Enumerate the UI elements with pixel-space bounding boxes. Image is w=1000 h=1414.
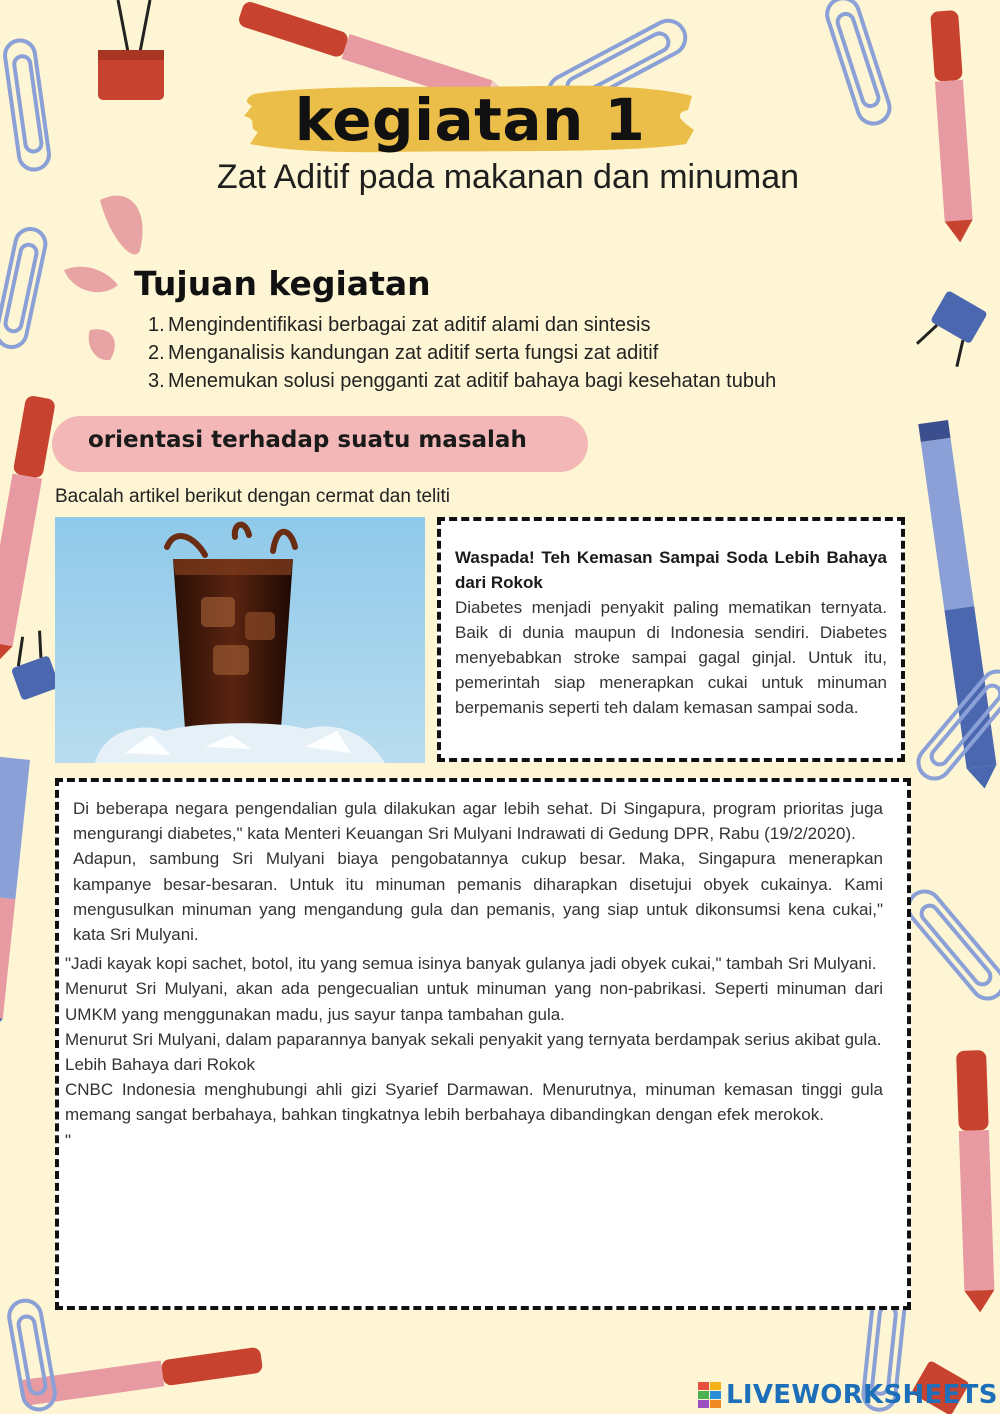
pen-icon [22, 1347, 263, 1406]
binder-clip-icon [98, 0, 164, 100]
paper-clip-icon [3, 39, 51, 172]
article-paragraph: " [65, 1130, 72, 1150]
paper-clip-icon [0, 226, 48, 350]
page-title: kegiatan 1 [294, 86, 646, 154]
pen-icon [0, 757, 30, 1041]
logo-text: LIVEWORKSHEETS [726, 1380, 998, 1410]
article-paragraph: Adapun, sambung Sri Mulyani biaya pengobatannya cukup besar. Maka, Singapura menerapkan kampanye besar-besaran. Untuk itu minuman pemanis diharapkan disetujui obyek cukainya. Kami mengusulkan minuman yang mengandung gula dan pemanis, yang siap untuk dikonsumsi kena cukai," kata Sri Mulyani. [73, 849, 883, 945]
article-body-box [55, 778, 911, 1310]
list-item: 2. Menganalisis kandungan zat aditif serta fungsi zat aditif [148, 342, 659, 364]
article-intro: Diabetes menjadi penyakit paling mematikan ternyata. Baik di dunia maupun di Indonesia sendiri. Diabetes menyebabkan stroke sampai gagal ginjal. Untuk itu, pemerintah siap menerapkan cukai untuk minuman berpemanis seperti teh dalam kemasan sampai soda. [455, 598, 887, 717]
pen-icon [956, 1050, 995, 1313]
article-title: Waspada! Teh Kemasan Sampai Soda Lebih Bahaya dari Rokok [455, 548, 887, 592]
pen-icon [930, 10, 974, 243]
cola-glass-illustration [55, 517, 425, 763]
article-intro-box [437, 517, 905, 762]
article-paragraph: Menurut Sri Mulyani, dalam paparannya banyak sekali penyakit yang ternyata berdampak serius akibat gula. [65, 1029, 882, 1049]
article-paragraph: CNBC Indonesia menghubungi ahli gizi Syarief Darmawan. Menurutnya, minuman kemasan tinggi gula memang sangat berbahaya, bahkan tingkatnya lebih berbahaya dibandingkan dengan efek merokok. [65, 1080, 883, 1125]
pen-icon [0, 395, 56, 668]
liveworksheets-logo[interactable] [698, 1378, 998, 1412]
cola-glass-image [55, 517, 425, 763]
article-paragraph: Menurut Sri Mulyani, akan ada pengecualian untuk minuman yang non-pabrikasi. Seperti minuman dari UMKM yang menggunakan madu, jus sayur tanpa tambahan gula. [65, 979, 883, 1024]
page-subtitle: Zat Aditif pada makanan dan minuman [216, 158, 800, 196]
paper-clip-icon [823, 0, 894, 128]
article-paragraph: Di beberapa negara pengendalian gula dilakukan agar lebih sehat. Di Singapura, program prioritas juga mengurangi diabetes," kata Menteri Keuangan Sri Mulyani Indrawati di Gedung DPR, Rabu (19/2/2020). [73, 799, 883, 844]
binder-clip-icon [917, 290, 988, 367]
title-block [240, 80, 700, 158]
accent-strokes [64, 196, 143, 361]
article-paragraph: "Jadi kayak kopi sachet, botol, itu yang semua isinya banyak gulanya jadi obyek cukai," tambah Sri Mulyani. [65, 954, 877, 974]
objectives-heading: Tujuan kegiatan [134, 264, 431, 303]
pen-icon [918, 420, 999, 791]
article-subheading: Lebih Bahaya dari Rokok [65, 1055, 255, 1075]
logo-blocks-icon [698, 1382, 721, 1408]
section-label-pill [52, 416, 588, 472]
section-label: orientasi terhadap suatu masalah [88, 427, 527, 453]
list-item: 3. Menemukan solusi pengganti zat aditif bahaya bagi kesehatan tubuh [148, 370, 777, 392]
objectives-list [148, 311, 776, 395]
list-item: 1. Mengindentifikasi berbagai zat aditif alami dan sintesis [148, 314, 651, 336]
reading-instruction: Bacalah artikel berikut dengan cermat dan teliti [55, 486, 451, 507]
paper-clip-icon [902, 885, 1000, 1005]
